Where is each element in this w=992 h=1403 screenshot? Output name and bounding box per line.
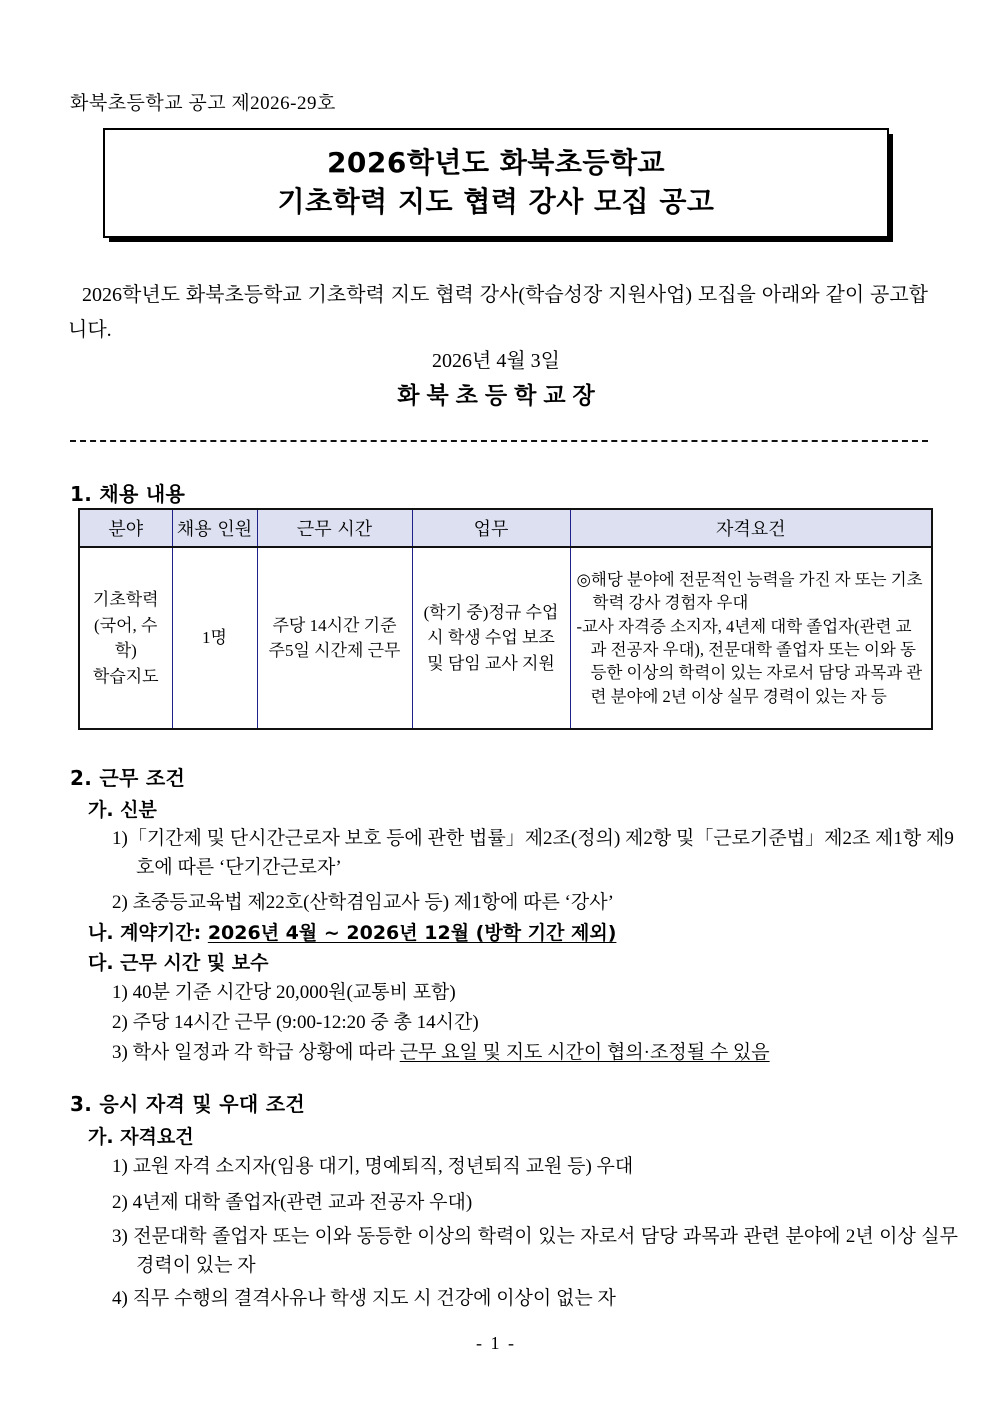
cell-duty [412, 547, 570, 729]
section-2c-item-3-prefix: 3) 학사 일정과 각 학급 상황에 따라 [112, 1042, 400, 1063]
recruitment-table [78, 508, 933, 730]
document-number: 화북초등학교 공고 제2026-29호 [70, 93, 336, 114]
col-header-field: 분야 [79, 509, 172, 547]
qualification-item-1: ◎해당 분야에 전문적인 능력을 가진 자 또는 기초학력 강사 경험자 우대 [576, 569, 923, 613]
section-1-heading: 1. 채용 내용 [70, 482, 186, 506]
intro-paragraph: 2026학년도 화북초등학교 기초학력 지도 협력 강사(학습성장 지원사업) 모집을 아래와 같이 공고합니다. [68, 284, 928, 341]
cell-duty-line-2: 시 학생 수업 보조 [427, 628, 555, 648]
qualification-item-2: -교사 자격증 소지자, 4년제 대학 졸업자(관련 교과 전공자 우대), 전문대학 졸업자 또는 이와 동등한 이상의 학력이 있는 자로서 담당 과목과 관련 분야에 2년 이상 실무 경력이 있는 자 등 [576, 616, 923, 706]
col-header-qualification: 자격요건 [570, 509, 932, 547]
section-2b-value: 2026년 4월 ~ 2026년 12월 (방학 기간 제외) [207, 922, 617, 944]
col-header-hours: 근무 시간 [257, 509, 412, 547]
cell-hours-line-2: 주5일 시간제 근무 [268, 641, 401, 660]
cell-field [79, 547, 172, 729]
section-3a-label: 가. 자격요건 [88, 1126, 194, 1148]
section-2c-item-3-underlined: 근무 요일 및 지도 시간이 협의·조정될 수 있음 [399, 1042, 770, 1063]
title-line-1: 2026학년도 화북초등학교 [326, 146, 666, 180]
section-3a-item-4: 4) 직무 수행의 결격사유나 학생 지도 시 건강에 이상이 없는 자 [112, 1288, 616, 1309]
section-2b-label-text: 나. 계약기간: [88, 922, 208, 944]
section-3a-item-2: 2) 4년제 대학 졸업자(관련 교과 전공자 우대) [112, 1192, 473, 1213]
signer-name: 화북초등학교장 [397, 383, 602, 409]
section-2c-item-1: 1) 40분 기준 시간당 20,000원(교통비 포함) [112, 982, 456, 1003]
cell-hours-line-1: 주당 14시간 기준 [272, 615, 397, 635]
section-2a-label: 가. 신분 [88, 799, 157, 821]
cell-count: 1명 [172, 547, 257, 729]
section-2b-label [88, 918, 616, 945]
table-header-row [79, 509, 932, 547]
cell-duty-line-1: (학기 중)정규 수업 [423, 602, 559, 622]
section-2a-item-2: 2) 초중등교육법 제22호(산학겸임교사 등) 제1항에 따른 ‘강사’ [112, 892, 614, 913]
announcement-date: 2026년 4월 3일 [432, 350, 560, 372]
section-3a-item-1: 1) 교원 자격 소지자(임용 대기, 명예퇴직, 정년퇴직 교원 등) 우대 [112, 1156, 634, 1177]
section-2c-item-2: 2) 주당 14시간 근무 (9:00-12:20 중 총 14시간) [112, 1012, 479, 1033]
section-2-heading: 2. 근무 조건 [70, 766, 186, 790]
title-box [103, 128, 889, 238]
col-header-count: 채용 인원 [172, 509, 257, 547]
page-number: - 1 - [476, 1333, 516, 1353]
section-3a-item-3: 3) 전문대학 졸업자 또는 이와 동등한 이상의 학력이 있는 자로서 담당 과목과 관련 분야에 2년 이상 실무 경력이 있는 자 [112, 1226, 958, 1277]
col-header-duty: 업무 [412, 509, 570, 547]
section-2a-item-1: 1)「기간제 및 단시간근로자 보호 등에 관한 법률」제2조(정의) 제2항 및「근로기준법」제2조 제1항 제9호에 따른 ‘단기간근로자’ [112, 828, 954, 879]
cell-field-line-1: 기초학력 [92, 590, 159, 609]
section-2c-item-3 [112, 1038, 942, 1067]
dashed-divider [70, 440, 928, 442]
title-line-2: 기초학력 지도 협력 강사 모집 공고 [277, 185, 715, 218]
section-3-heading: 3. 응시 자격 및 우대 조건 [70, 1092, 306, 1116]
cell-duty-line-3: 및 담임 교사 지원 [427, 653, 555, 673]
cell-hours [257, 547, 412, 729]
table-row [79, 547, 932, 729]
cell-qualification [570, 547, 932, 729]
cell-field-line-2: (국어, 수학) [94, 615, 158, 660]
cell-field-line-3: 학습지도 [92, 666, 159, 686]
section-2c-label: 다. 근무 시간 및 보수 [88, 952, 269, 974]
